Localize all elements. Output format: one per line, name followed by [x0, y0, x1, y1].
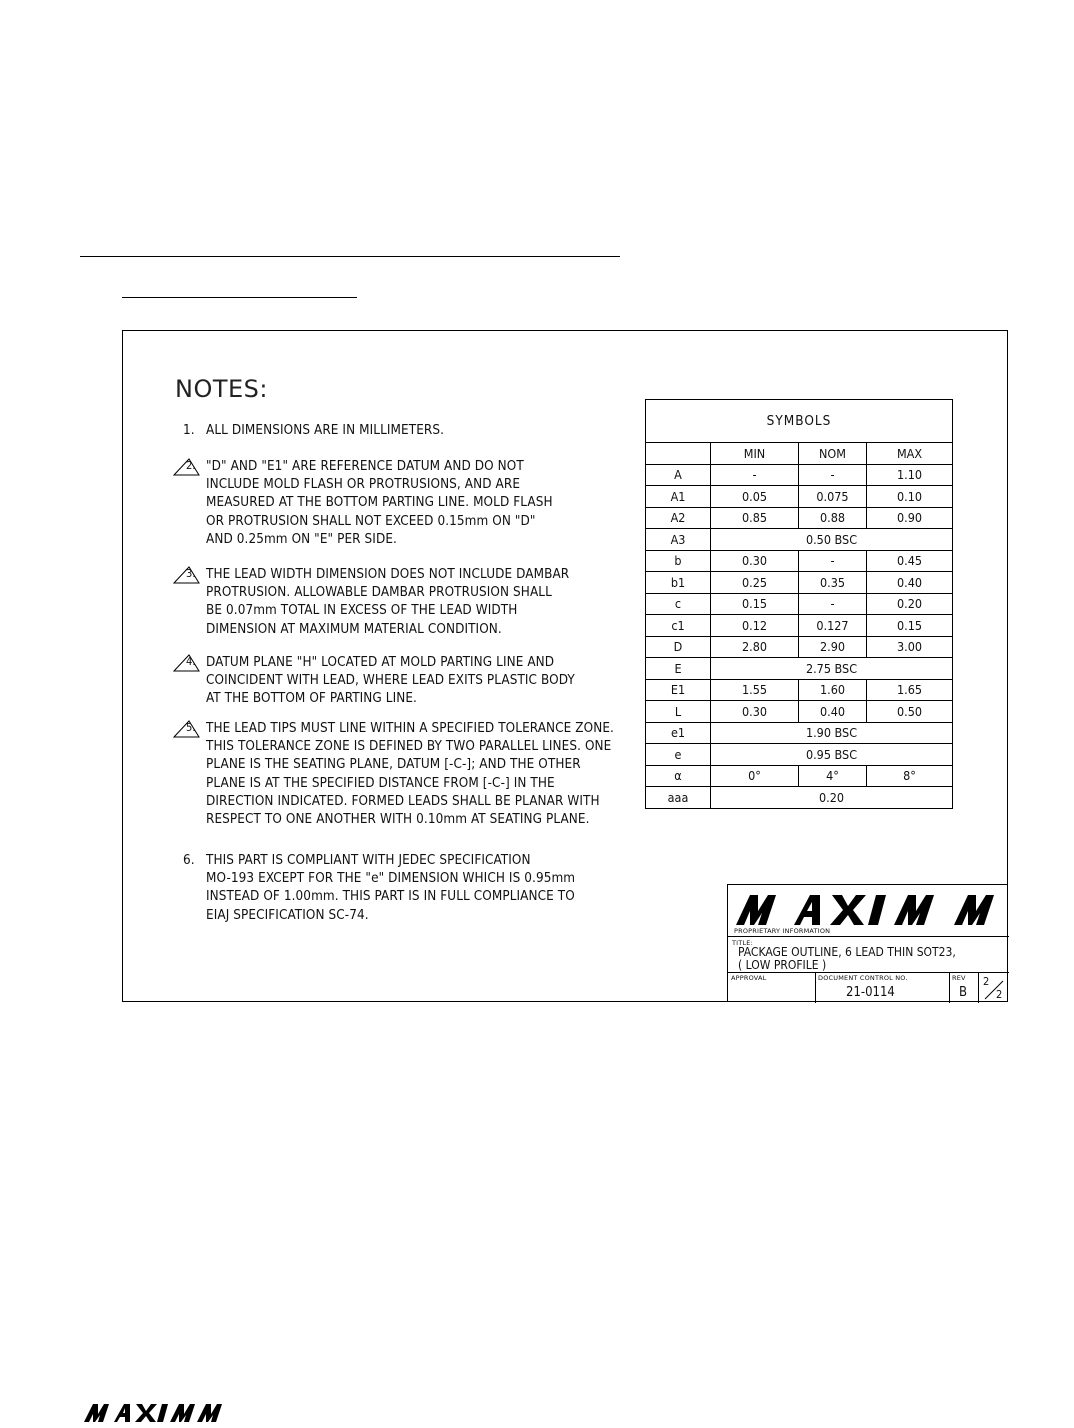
- table-cell: aaa: [646, 787, 711, 809]
- table-cell: 1.10: [867, 464, 953, 486]
- table-cell: E: [646, 658, 711, 680]
- column-header: MIN: [711, 443, 799, 465]
- table-row: [646, 658, 953, 680]
- note-line: DATUM PLANE "H" LOCATED AT MOLD PARTING LINE AND: [206, 655, 555, 670]
- table-cell: b1: [646, 572, 711, 594]
- note-line: MO-193 EXCEPT FOR THE "e" DIMENSION WHICH IS 0.95mm: [206, 871, 576, 887]
- table-cell: 1.55: [711, 679, 799, 701]
- table-cell: D: [646, 636, 711, 658]
- table-cell: A: [646, 464, 711, 486]
- column-header: [646, 443, 711, 465]
- note-line: BE 0.07mm TOTAL IN EXCESS OF THE LEAD WIDTH: [206, 603, 518, 619]
- table-cell: E1: [646, 679, 711, 701]
- note-line: INCLUDE MOLD FLASH OR PROTRUSIONS, AND ARE: [206, 477, 521, 493]
- table-row: [646, 679, 953, 701]
- table-cell: 0.40: [867, 572, 953, 594]
- table-row: [646, 572, 953, 594]
- maxim-footer-logo: [84, 1403, 224, 1423]
- approval-label: APPROVAL: [731, 974, 767, 982]
- rev-label: REV: [952, 974, 966, 982]
- note-line: MEASURED AT THE BOTTOM PARTING LINE. MOLD FLASH: [206, 495, 553, 511]
- note-line: AND 0.25mm ON "E" PER SIDE.: [206, 531, 397, 547]
- sheet-total: 2: [996, 988, 1003, 1001]
- drawing-frame: [122, 330, 1008, 1002]
- table-cell: 2.90: [799, 636, 867, 658]
- note-number: 1.: [183, 423, 195, 438]
- note-line: "D" AND "E1" ARE REFERENCE DATUM AND DO NOT: [206, 459, 524, 474]
- doc-control-label: DOCUMENT CONTROL NO.: [818, 974, 908, 982]
- note-line: THE LEAD WIDTH DIMENSION DOES NOT INCLUDE DAMBAR: [206, 567, 570, 582]
- table-cell: 0.50 BSC: [711, 529, 953, 551]
- column-header: NOM: [799, 443, 867, 465]
- symbols-header: SYMBOLS: [646, 400, 953, 443]
- table-cell: 3.00: [867, 636, 953, 658]
- title-block: [727, 884, 1008, 1002]
- table-cell: 8°: [867, 765, 953, 787]
- note-line: DIMENSION AT MAXIMUM MATERIAL CONDITION.: [206, 621, 502, 637]
- note-line: RESPECT TO ONE ANOTHER WITH 0.10mm AT SEATING PLANE.: [206, 812, 590, 827]
- table-row: [646, 701, 953, 723]
- table-cell: 0.20: [711, 787, 953, 809]
- table-cell: 0.30: [711, 550, 799, 572]
- title-block-divider: [978, 972, 979, 1003]
- table-row: [646, 464, 953, 486]
- table-cell: A1: [646, 486, 711, 508]
- sheet-slash: [981, 977, 1007, 1001]
- table-cell: c1: [646, 615, 711, 637]
- table-row: [646, 593, 953, 615]
- note-line: OR PROTRUSION SHALL NOT EXCEED 0.15mm ON "D": [206, 513, 536, 529]
- note-number: 5.: [186, 721, 196, 734]
- table-cell: 4°: [799, 765, 867, 787]
- table-cell: 1.60: [799, 679, 867, 701]
- note-line: PLANE IS AT THE SPECIFIED DISTANCE FROM [-C-] IN THE: [206, 775, 555, 791]
- table-row: [646, 507, 953, 529]
- table-cell: c: [646, 593, 711, 615]
- table-cell: α: [646, 765, 711, 787]
- note-line: AT THE BOTTOM OF PARTING LINE.: [206, 691, 417, 707]
- note-line: ALL DIMENSIONS ARE IN MILLIMETERS.: [206, 423, 445, 438]
- table-cell: 1.90 BSC: [711, 722, 953, 744]
- table-cell: 0.075: [799, 486, 867, 508]
- note-line: THIS PART IS COMPLIANT WITH JEDEC SPECIFICATION: [206, 853, 531, 868]
- table-row: [646, 636, 953, 658]
- note-line: INSTEAD OF 1.00mm. THIS PART IS IN FULL COMPLIANCE TO: [206, 889, 575, 905]
- title-block-divider: [949, 972, 950, 1003]
- note-number: 4.: [186, 655, 196, 668]
- table-cell: -: [711, 464, 799, 486]
- table-cell: 0.95 BSC: [711, 744, 953, 766]
- table-cell: 0.90: [867, 507, 953, 529]
- top-rule: [80, 256, 620, 257]
- rev-value: B: [959, 985, 968, 1000]
- table-row: [646, 722, 953, 744]
- sheet-number: 2: [983, 975, 990, 988]
- package-title-line2: ( LOW PROFILE ): [738, 958, 827, 972]
- table-cell: 0.127: [799, 615, 867, 637]
- table-cell: 0.05: [711, 486, 799, 508]
- table-cell: A2: [646, 507, 711, 529]
- note-number: 6.: [183, 853, 195, 868]
- table-row: [646, 529, 953, 551]
- note-line: THE LEAD TIPS MUST LINE WITHIN A SPECIFIED TOLERANCE ZONE.: [206, 721, 614, 736]
- column-header: MAX: [867, 443, 953, 465]
- sub-rule: [122, 297, 357, 298]
- note-number: 3.: [186, 567, 196, 580]
- table-cell: A3: [646, 529, 711, 551]
- table-row: [646, 787, 953, 809]
- table-cell: 0.45: [867, 550, 953, 572]
- table-cell: e: [646, 744, 711, 766]
- note-line: DIRECTION INDICATED. FORMED LEADS SHALL BE PLANAR WITH: [206, 793, 600, 809]
- note-line: THIS TOLERANCE ZONE IS DEFINED BY TWO PARALLEL LINES. ONE: [206, 739, 612, 755]
- table-cell: 0.30: [711, 701, 799, 723]
- table-cell: e1: [646, 722, 711, 744]
- table-cell: 0.88: [799, 507, 867, 529]
- table-cell: 0.15: [711, 593, 799, 615]
- table-cell: 2.80: [711, 636, 799, 658]
- table-cell: 2.75 BSC: [711, 658, 953, 680]
- table-cell: L: [646, 701, 711, 723]
- note-number: 2.: [186, 459, 196, 472]
- notes-title: NOTES:: [175, 375, 268, 403]
- table-cell: 0.15: [867, 615, 953, 637]
- table-cell: -: [799, 464, 867, 486]
- table-row: [646, 486, 953, 508]
- doc-control-number: 21-0114: [846, 985, 895, 1000]
- table-cell: 0.85: [711, 507, 799, 529]
- title-block-divider: [728, 972, 1009, 973]
- note-line: EIAJ SPECIFICATION SC-74.: [206, 907, 369, 923]
- table-cell: 0.35: [799, 572, 867, 594]
- table-cell: 0.40: [799, 701, 867, 723]
- title-block-divider: [815, 972, 816, 1003]
- note-line: PROTRUSION. ALLOWABLE DAMBAR PROTRUSION SHALL: [206, 585, 552, 601]
- table-cell: 1.65: [867, 679, 953, 701]
- table-cell: 0.25: [711, 572, 799, 594]
- table-row: [646, 550, 953, 572]
- maxim-logo: [736, 893, 998, 927]
- table-cell: -: [799, 593, 867, 615]
- package-title-line1: PACKAGE OUTLINE, 6 LEAD THIN SOT23,: [738, 945, 956, 959]
- proprietary-label: PROPRIETARY INFORMATION: [734, 927, 831, 935]
- title-label: TITLE:: [732, 939, 753, 947]
- table-cell: b: [646, 550, 711, 572]
- table-row: [646, 744, 953, 766]
- symbols-table: [645, 399, 953, 809]
- table-cell: 0.50: [867, 701, 953, 723]
- table-row: [646, 615, 953, 637]
- table-row: [646, 765, 953, 787]
- note-line: COINCIDENT WITH LEAD, WHERE LEAD EXITS PLASTIC BODY: [206, 673, 575, 689]
- table-cell: 0.12: [711, 615, 799, 637]
- note-line: PLANE IS THE SEATING PLANE, DATUM [-C-]; AND THE OTHER: [206, 757, 581, 773]
- table-cell: 0.10: [867, 486, 953, 508]
- table-cell: 0°: [711, 765, 799, 787]
- table-cell: -: [799, 550, 867, 572]
- title-block-divider: [728, 936, 1009, 937]
- table-cell: 0.20: [867, 593, 953, 615]
